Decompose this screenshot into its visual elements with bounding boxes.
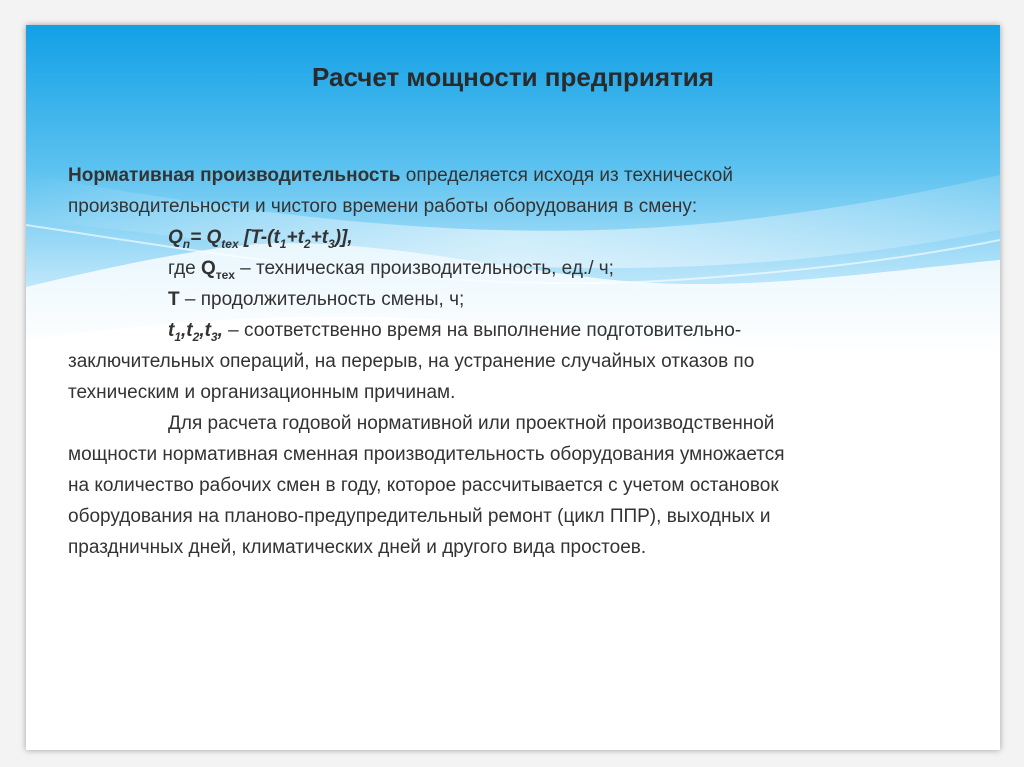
slide-body [68,160,973,563]
formula [68,222,973,253]
def-ts-s3: 3 [210,329,218,344]
para2-line4: оборудования на планово-предупредительный ремонт (цикл ППР), выходных и [68,506,771,527]
intro-paragraph [68,160,973,191]
formula-t1-sub: 1 [279,236,287,251]
intro-line2: производительности и чистого времени работы оборудования в смену: [68,196,698,217]
formula-bracket-close: )], [334,227,353,248]
formula-plus2: +t [310,227,329,248]
def-ts-line3: техническим и организационным причинам. [68,382,456,403]
def-qtex-text: – техническая производительность, ед./ ч; [234,258,614,279]
def-t-symbol: T [168,289,180,310]
para2-line2: мощности нормативная сменная производительность оборудования умножается [68,444,785,465]
formula-t3-sub: 3 [328,236,335,251]
para2-line1: Для расчета годовой нормативной или проектной производственной [168,413,775,434]
formula-tex-sub: tex [221,236,239,251]
def-t-text: – продолжительность смены, ч; [179,289,465,310]
formula-bracket-open: [T-(t [238,227,280,248]
intro-term: Нормативная производительность [68,165,401,186]
formula-q-sub: n [182,236,191,251]
def-ts-t2: t [186,320,193,341]
intro-rest: определяется исходя из технической [400,165,733,186]
def-qtex [68,253,973,284]
slide-title: Расчет мощности предприятия [312,62,714,92]
def-ts-c3: , [217,320,223,341]
def-ts-text-line1: – соответственно время на выполнение подготовительно- [222,320,742,341]
def-ts-line2: заключительных операций, на перерыв, на устранение случайных отказов по [68,351,755,372]
def-ts-c2: , [199,320,205,341]
formula-plus1: +t [286,227,304,248]
para2-line5: праздничных дней, климатических дней и другого вида простоев. [68,537,647,558]
def-qtex-symbol: Q [201,258,216,279]
def-ts-s1: 1 [174,329,182,344]
def-ts-t3: t [204,320,211,341]
formula-q: Q [168,227,183,248]
def-ts-symbols [168,320,223,344]
formula-t2-sub: 2 [303,236,311,251]
def-qtex-prefix: где [168,258,202,279]
formula-eq: = Q [190,227,222,248]
def-ts-s2: 2 [192,329,200,344]
para2-line3: на количество рабочих смен в году, которое рассчитывается с учетом остановок [68,475,779,496]
def-ts-t1: t [168,320,175,341]
def-t [68,284,973,315]
def-qtex-sub: тех [215,267,235,282]
slide [26,25,1000,750]
def-ts-c1: , [181,320,187,341]
def-ts [68,315,973,346]
